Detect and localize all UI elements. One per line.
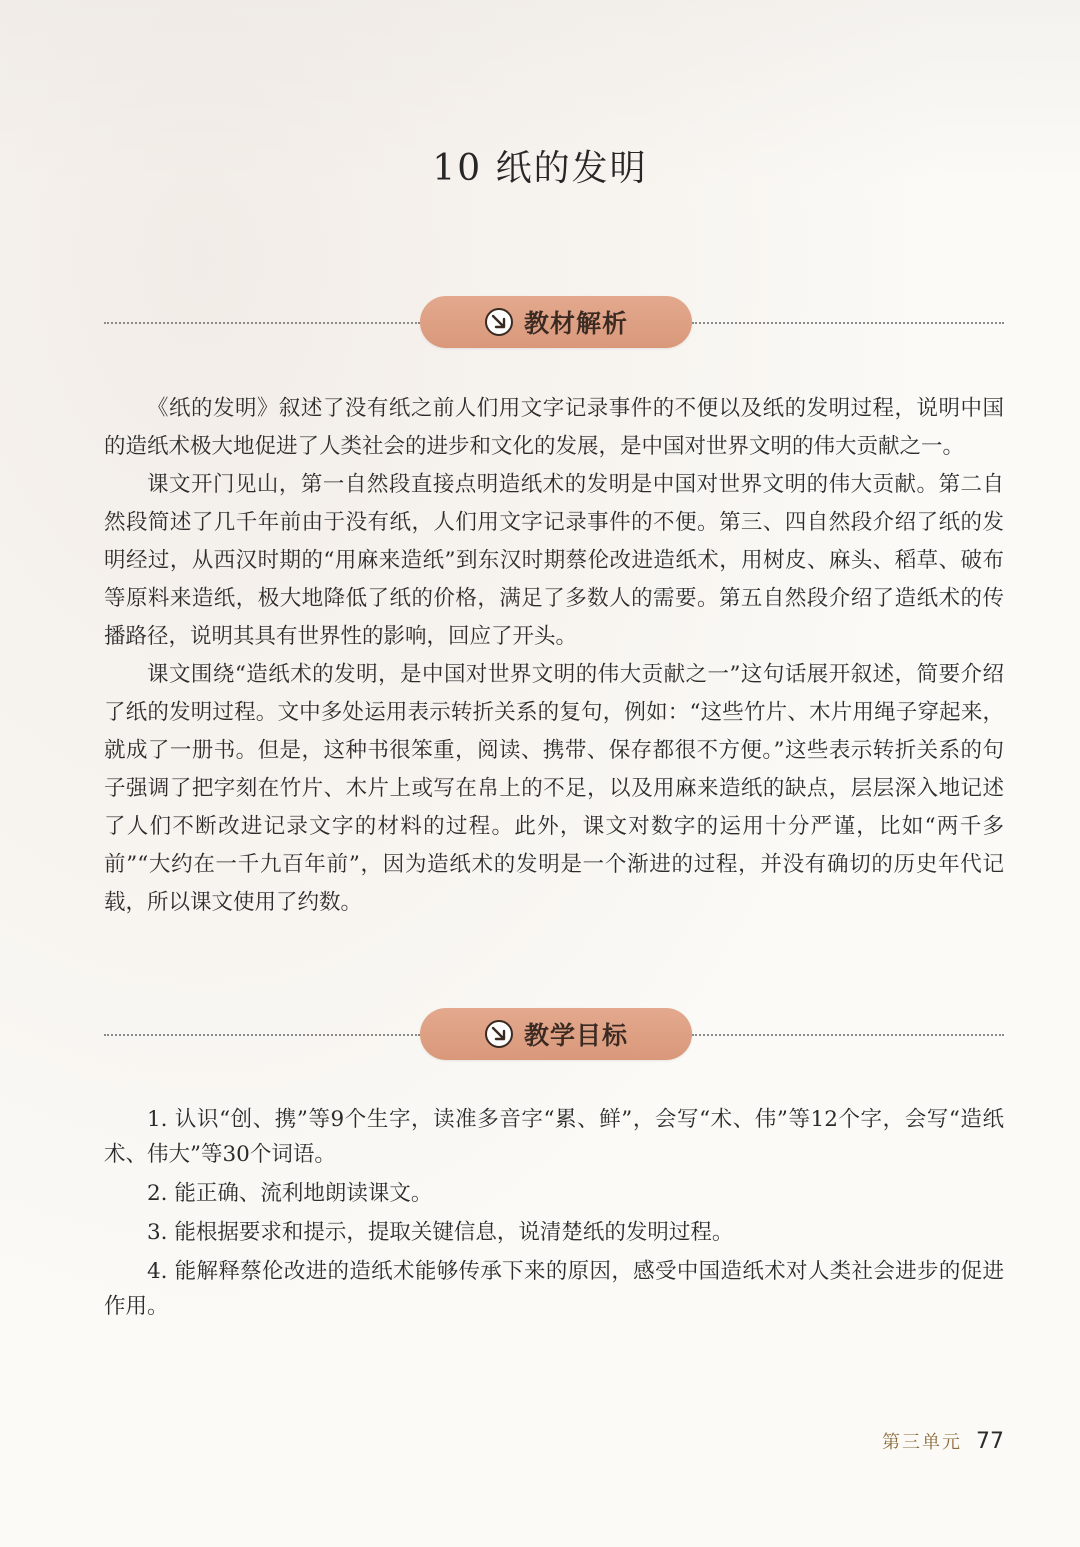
dotted-divider-left bbox=[104, 1034, 420, 1036]
dotted-divider-left bbox=[104, 322, 420, 324]
paragraph: 课文围绕“造纸术的发明，是中国对世界文明的伟大贡献之一”这句话展开叙述，简要介绍了纸的发明过程。文中多处运用表示转折关系的复句，例如：“这些竹片、木片用绳子穿起来，就成了一册书。但是，这种书很笨重，阅读、携带、保存都很不方便。”这些表示转折关系的句子强调了把字刻在竹片、木片上或写在帛上的不足，以及用麻来造纸的缺点，层层深入地记述了人们不断改进记录文字的材料的过程。此外，课文对数字的运用十分严谨，比如“两千多前”“大约在一千九百年前”，因为造纸术的发明是一个渐进的过程，并没有确切的历史年代记载，所以课文使用了约数。 bbox=[104, 662, 1004, 915]
list-item: 3. 能根据要求和提示，提取关键信息，说清楚纸的发明过程。 bbox=[147, 1220, 734, 1245]
section-header-analysis bbox=[104, 296, 1004, 352]
dotted-divider-right bbox=[692, 1034, 1004, 1036]
list-item: 2. 能正确、流利地朗读课文。 bbox=[147, 1181, 433, 1206]
section-label-analysis: 教材解析 bbox=[523, 309, 628, 338]
paragraph: 课文开门见山，第一自然段直接点明造纸术的发明是中国对世界文明的伟大贡献。第二自然段简述了几千年前由于没有纸，人们用文字记录事件的不便。第三、四自然段介绍了纸的发明经过，从西汉时期的“用麻来造纸”到东汉时期蔡伦改进造纸术，用树皮、麻头、稻草、破布等原料来造纸，极大地降低了纸的价格，满足了多数人的需要。第五自然段介绍了造纸术的传播路径，说明其具有世界性的影响，回应了开头。 bbox=[104, 472, 1004, 649]
section-label-goals: 教学目标 bbox=[523, 1021, 628, 1050]
paragraph: 《纸的发明》叙述了没有纸之前人们用文字记录事件的不便以及纸的发明过程，说明中国的造纸术极大地促进了人类社会的进步和文化的发展，是中国对世界文明的伟大贡献之一。 bbox=[104, 396, 1004, 459]
page-number: 77 bbox=[976, 1429, 1004, 1454]
goals-list bbox=[104, 1102, 1004, 1328]
list-item: 4. 能解释蔡伦改进的造纸术能够传承下来的原因，感受中国造纸术对人类社会进步的促进作用。 bbox=[104, 1259, 1004, 1319]
section-badge-goals bbox=[420, 1008, 692, 1060]
section-header-goals bbox=[104, 1008, 1004, 1064]
unit-label: 第三单元 bbox=[882, 1432, 962, 1453]
arrow-down-right-circle-icon bbox=[484, 307, 514, 337]
arrow-down-right-circle-icon bbox=[484, 1019, 514, 1049]
list-item: 1. 认识“创、携”等9个生字，读准多音字“累、鲜”，会写“术、伟”等12个字，会写“造纸术、伟大”等30个词语。 bbox=[104, 1107, 1004, 1167]
analysis-text bbox=[104, 390, 1004, 922]
page-title: 10 纸的发明 bbox=[432, 148, 648, 189]
section-badge-analysis bbox=[420, 296, 692, 348]
page-footer bbox=[882, 1428, 1004, 1454]
dotted-divider-right bbox=[692, 322, 1004, 324]
